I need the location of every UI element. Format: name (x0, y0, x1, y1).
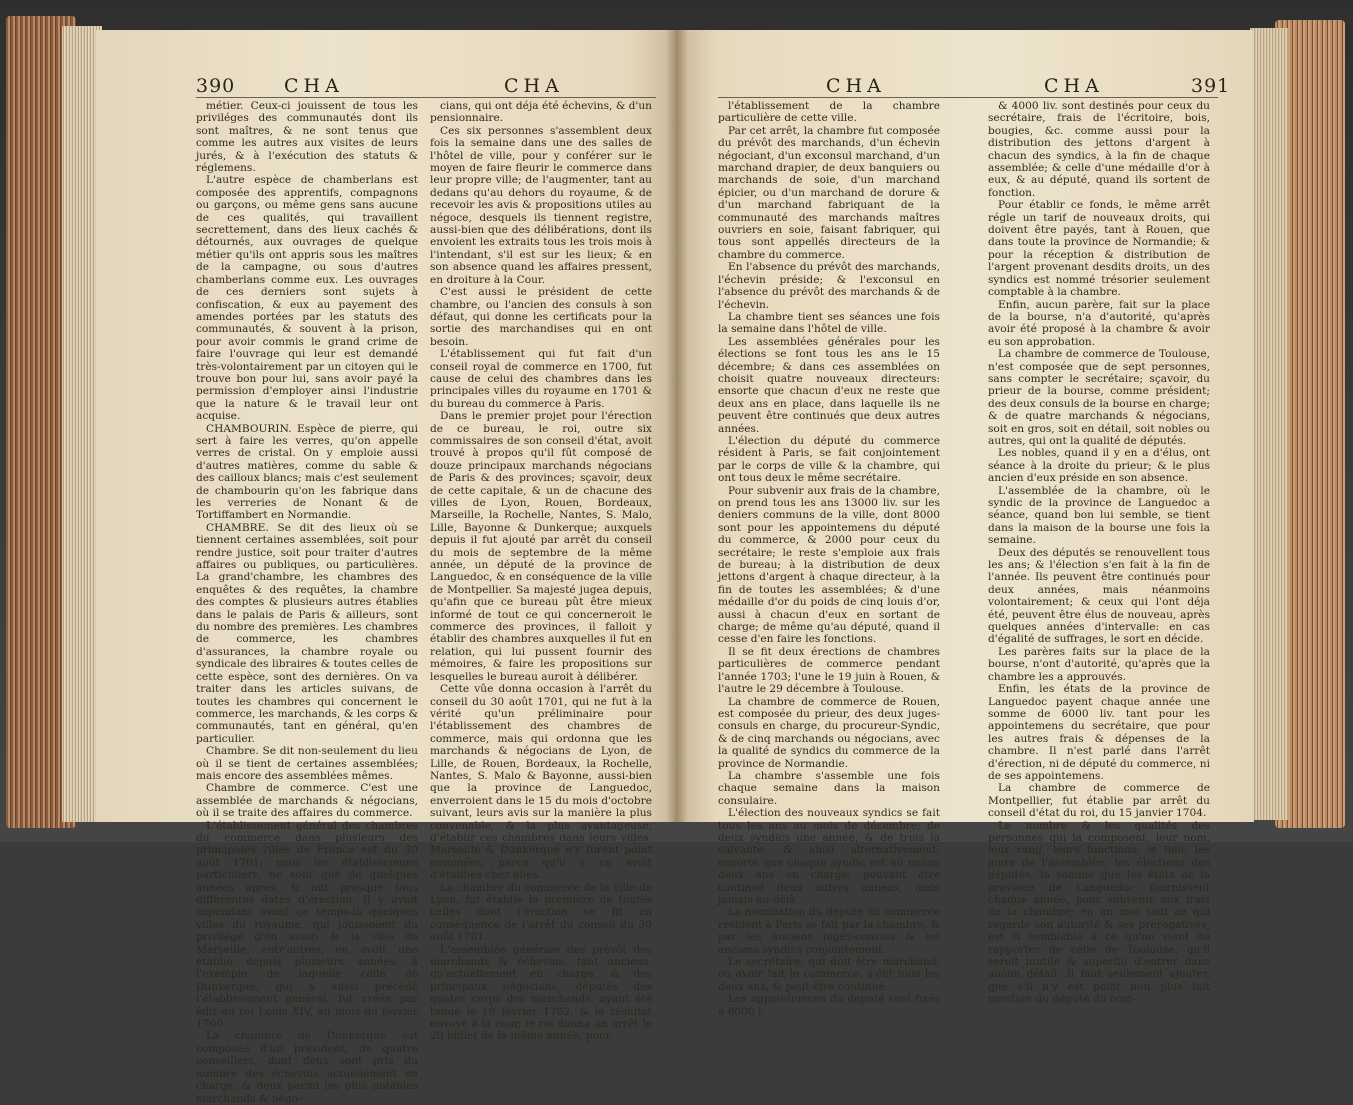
paragraph: L'autre espèce de chamberlans est composée des apprentifs, compagnons ou garçons, ou même gens sans aucune de ces qualités, qui travaillent secrettement, dans des lieux cachés & détournés, aux ouvrages de quelque métier qu'ils ont appris sous les maîtres de la campagne, ou sous d'autres chamberlans comme eux. Les ouvrages de ces derniers sont sujets à confiscation, & eux au payement des amendes portées par les statuts des communautés, & souvent à la prison, pour avoir commis le grand crime de faire l'ouvrage qui leur est demandé très-volontairement par un citoyen qui le trouve bon pour lui, sans avoir payé la permission d'employer ainsi l'industrie que la nature & le travail leur ont acquise. (196, 174, 418, 423)
paragraph: Les nobles, quand il y en a d'élus, ont séance à la droite du prieur; & le plus ancien d'eux préside en son absence. (988, 447, 1210, 485)
paragraph: Les assemblées générales pour les élections se font tous les ans le 15 décembre; & dans ces assemblées on choisit quatre nouveaux directeurs: ensorte que chacun d'eux ne reste que deux ans en place, dans laquelle ils ne peuvent être continués que deux autres années. (718, 335, 940, 435)
left-header-col2: CHA (504, 75, 564, 97)
paragraph: métier. Ceux-ci jouissent de tous les priviléges des communautés dont ils sont maîtres, & ne sont tenus que comme les autres aux visites de leurs jurés, & à l'exécution des statuts & réglemens. (196, 100, 418, 175)
left-column-1 (196, 100, 418, 1105)
paragraph: La chambre s'assemble une fois chaque semaine dans la maison consulaire. (718, 769, 940, 807)
right-header-col3: CHA (826, 75, 886, 97)
paragraph: C'est aussi le président de cette chambre, ou l'ancien des consuls à son défaut, qui donne les certificats pour la sortie des marchandises qui en ont besoin. (430, 286, 652, 348)
paragraph: La chambre de Dunkerque est composée d'un président, de quatre conseillers, dont deux sont pris du nombre des échevins actuellement en charge, & deux parmi les plus notables marchands & négo- (196, 1030, 418, 1105)
paragraph: La chambre de commerce de Rouen, est composée du prieur, des deux juges-consuls en charge, du procureur-Syndic, & de cinq marchands ou négocians, avec la qualité de syndics du commerce de la province de Normandie. (718, 695, 940, 770)
paragraph: & 4000 liv. sont destinés pour ceux du secrétaire, frais de l'écritoire, bois, bougies, &c. comme aussi pour la distribution des jettons d'argent à chacun des syndics, à la fin de chaque assemblée; & celle d'une médaille d'or à eux, & au député, quand ils sortent de fonction. (988, 100, 1210, 199)
paragraph: La nomination du député du commerce résident à Paris se fait par la chambre, & par les anciens juges-consuls & les anciens syndics conjointement. (718, 906, 940, 956)
paragraph: Pour subvenir aux frais de la chambre, on prend tous les ans 13000 liv. sur les deniers communs de la ville, dont 8000 sont pour les appointemens du député du commerce, & 2000 pour ceux du secrétaire; le reste s'emploie aux frais de bureau; à la distribution de deux jettons d'argent à chaque directeur, à la fin de toutes les assemblées; & d'une médaille d'or du poids de cinq louis d'or, aussi à chacun d'eux en sortant de charge; de même qu'au député, quand il cesse d'en faire les fonctions. (718, 484, 940, 646)
left-page-number: 390 (196, 75, 236, 97)
paragraph: L'établissement général des chambres du commerce dans plusieurs des principales villes de France est du 30 août 1701; mais les établissemens particuliers, ne sont que de quelques années après, & ont presque tous différentes dates d'érection. Il y avoit cependant avant ce temps-là quelques villes du royaume, qui jouissoient du privilége d'en avoir; & la ville de Marseille, entr'autres, en avoit une établie depuis plusieurs années; à l'exemple de laquelle celle de Dunkerque, qui a aussi précédé l'établissement général, fut créée par édit du roi Louis XIV, au mois de février 1700. (196, 819, 418, 1031)
paragraph: En l'absence du prévôt des marchands, l'échevin préside; & l'exconsul en l'absence du prévôt des marchands & de l'échevin. (718, 261, 940, 311)
paragraph: Le nombre & les qualités des personnes qui la composent, leur nom, leur rang, leurs fonctions, le lieu, les jours de l'assemblée, les élections des députés, la somme que les états de la province de Languedoc fournissent chaque année, pour subvenir aux frais de la chambre; en un mot tout ce qui regarde son autorité & ses prérogatives, est si semblable à ce qu'on vient de rapporter de celle de Toulouse, qu'il seroit inutile & superflu d'entrer dans aucun détail. Il faut seulement ajouter, que s'il n'y est point non plus fait mention du député du com- (988, 819, 1210, 1006)
right-page-number: 391 (1191, 75, 1231, 97)
right-header-rule (718, 97, 1218, 98)
paragraph: Enfin, aucun parère, fait sur la place de la bourse, n'a d'autorité, qu'après avoir été proposé à la chambre & avoir eu son approbation. (988, 298, 1210, 348)
paragraph: Chambre de commerce. C'est une assemblée de marchands & négocians, où il se traite des affaires du commerce. (196, 782, 418, 820)
paragraph: Le secrétaire, qui doit être marchand, ou avoir fait le commerce, s'élit tous les deux ans, & peut être continué. (718, 956, 940, 993)
paragraph: Enfin, les états de la province de Languedoc payent chaque année une somme de 6000 liv. tant pour les appointemens du secrétaire, que pour les autres frais & dépenses de la chambre. Il n'est parlé dans l'arrêt d'érection, ni de député du commerce, ni de ses appointemens. (988, 683, 1210, 782)
paragraph: Dans le premier projet pour l'érection de ce bureau, le roi, outre six commissaires de son conseil d'état, avoit trouvé à propos qu'il fût composé de douze principaux marchands négocians de Paris & des provinces; sçavoir, deux de cette capitale, & un de chacune des villes de Lyon, Rouen, Bordeaux, Marseille, la Rochelle, Nantes, S. Malo, Lille, Bayonne & Dunkerque; auxquels depuis il fut ajouté par arrêt du conseil du mois de septembre de la même année, un député de la province de Languedoc, & en conséquence de la ville de Montpellier. Sa majesté jugea depuis, qu'afin que ce bureau pût être mieux informé de tout ce qui concerneroit le commerce des provinces, il falloit y établir des chambres auxquelles il fut en relation, qui lui pussent fournir des mémoires, & faire les propositions sur lesquelles le bureau auroit à délibérer. (430, 410, 652, 683)
page-leaves-right (1250, 28, 1288, 820)
paragraph: L'élection des nouveaux syndics se fait tous les ans au mois de décembre; de deux syndics une année, & de trois la suivante, & ainsi alternativement; ensorte que chaque syndic est au moins deux ans en charge; pouvant être continué deux autres années, mais jamais au-delà. (718, 807, 940, 906)
paragraph: CHAMBRE. Se dit des lieux où se tiennent certaines assemblées, soit pour rendre justice, soit pour traiter d'autres affaires ou publiques, ou particulières. La grand'chambre, les chambres des enquêtes & des requêtes, la chambre des comptes & plusieurs autres établies dans le palais de Paris & ailleurs, sont du nombre des premières. Les chambres de commerce, les chambres d'assurances, la chambre royale ou syndicale des libraires & toutes celles de cette espèce, sont des dernières. On va traiter dans les articles suivans, de toutes les chambres qui concernent le commerce, les marchands, & les corps & communautés, tant en général, qu'en particulier. (196, 521, 418, 745)
paragraph: Ces six personnes s'assemblent deux fois la semaine dans une des salles de l'hôtel de ville, pour y conférer sur le moyen de faire fleurir le commerce dans leur propre ville; de l'augmenter, tant au dedans qu'au dehors du royaume, & de recevoir les avis & propositions utiles au négoce, desquels ils tiennent registre, aussi-bien que des délibérations, dont ils envoient les extraits tous les trois mois à l'intendant, s'il est sur les lieux; & en son absence quand les affaires pressent, en droiture à la Cour. (430, 124, 652, 286)
paragraph: Chambre. Se dit non-seulement du lieu où il se tient de certaines assemblées; mais encore des assemblées mêmes. (196, 745, 418, 782)
paragraph: La chambre de commerce de Toulouse, n'est composée que de sept personnes, sans compter le secrétaire; sçavoir, du prieur de la bourse, comme président; des deux consuls de la bourse en charge; & de quatre marchands & négocians, soit en gros, soit en détail, soit nobles ou autres, qui ont la qualité de députés. (988, 348, 1210, 447)
paragraph: Deux des députés se renouvellent tous les ans; & l'élection s'en fait à la fin de l'année. Ils peuvent être continués pour deux années, mais néanmoins volontairement; & ceux qui l'ont déja été, peuvent être élus de nouveau, après quelques années d'intervalle: en cas d'égalité de suffrages, le sort en décide. (988, 546, 1210, 646)
paragraph: l'établissement de la chambre particulière de cette ville. (718, 100, 940, 125)
paragraph: CHAMBOURIN. Espèce de pierre, qui sert à faire les verres, qu'on appelle verres de cristal. On y emploie aussi d'autres matières, comme du sable & des cailloux blancs; mais c'est seulement de chambourin qu'on les fabrique dans les verreries de Nonant & de Tortiffambert en Normandie. (196, 422, 418, 522)
paragraph: Par cet arrêt, la chambre fut composée du prévôt des marchands, d'un échevin négociant, d'un exconsul marchand, d'un marchand drapier, de deux banquiers ou marchands de soie, d'un marchand épicier, ou d'un marchand de dorure & d'un marchand fabriquant de la communauté des marchands maîtres ouvriers en soie, faisant fabriquer, qui tous sont appellés directeurs de la chambre du commerce. (718, 124, 940, 261)
paragraph: La chambre de commerce de Montpellier, fut établie par arrêt du conseil d'état du roi, du 15 janvier 1704. (988, 782, 1210, 820)
right-page (676, 30, 1254, 1018)
paragraph: L'établissement qui fut fait d'un conseil royal de commerce en 1700, fut cause de celui des chambres dans les principales villes du royaume en 1701 & du bureau du commerce à Paris. (430, 348, 652, 410)
right-column-1 (718, 100, 940, 1018)
paragraph: La chambre tient ses séances une fois la semaine dans l'hôtel de ville. (718, 310, 940, 336)
right-header-col4: CHA (1044, 75, 1104, 97)
book-gutter (666, 30, 688, 822)
paragraph: L'élection du député du commerce résident à Paris, se fait conjointement par le corps de ville & la chambre, qui ont tous deux le même secrétaire. (718, 434, 940, 485)
left-header-col1: CHA (284, 75, 344, 97)
paragraph: Il se fit deux érections de chambres particulières de commerce pendant l'année 1703; l'une le 19 juin à Rouen, & l'autre le 29 décembre à Toulouse. (718, 645, 940, 696)
paragraph: cians, qui ont déja été échevins, & d'un pensionnaire. (430, 100, 652, 125)
paragraph: L'assemblée de la chambre, où le syndic de la province de Languedoc a séance, quand bon lui semble, se tient dans la maison de la bourse une fois la semaine. (988, 484, 1210, 547)
paragraph: La chambre du commerce de la ville de Lyon, fut établie la première de toutes celles dont l'érection se fit en conséquence de l'arrêt du conseil du 30 août 1701. (430, 881, 652, 944)
paragraph: L'assemblée générale des prévôt des marchands & échevins, tant anciens, qu'actuellement en charge, & des principaux négocians, députés des quatre corps des marchands, ayant été tenue le 10 février 1702, & le résultat envoyé à la cour, le roi donna un arrêt le 20 juillet de la même année, pour (430, 943, 652, 1043)
left-page (96, 30, 676, 1105)
left-column-2 (430, 100, 652, 1043)
paragraph: Les appointemens du député sont fixés à 8000 l. (718, 993, 940, 1018)
paragraph: Les parères faits sur la place de la bourse, n'ont d'autorité, qu'après que la chambre les a approuvés. (988, 645, 1210, 683)
paragraph: Pour établir ce fonds, le même arrêt régle un tarif de nouveaux droits, qui doivent être payés, tant à Rouen, que dans toute la province de Normandie; & pour la réception & distribution de l'argent provenant desdits droits, un des syndics est nommé trésorier seulement comptable à la chambre. (988, 199, 1210, 299)
right-column-2 (988, 100, 1210, 1006)
paragraph: Cette vûe donna occasion à l'arrêt du conseil du 30 août 1701, qui ne fut à la vérité qu'un préliminaire pour l'établissement des chambres de commerce, mais qui ordonna que les marchands & négocians de Lyon, de Lille, de Rouen, Bordeaux, la Rochelle, Nantes, S. Malo & Bayonne, aussi-bien que la province de Languedoc, enverroient dans le 15 du mois d'octobre suivant, leurs avis sur la manière la plus convenable, & la plus avantageuse, d'établir ces chambres dans leurs villes. Marseille & Dunkerque n'y furent point nommées, parce qu'il y en avoit d'établies chez elles. (430, 683, 652, 882)
left-header-rule (196, 97, 656, 98)
